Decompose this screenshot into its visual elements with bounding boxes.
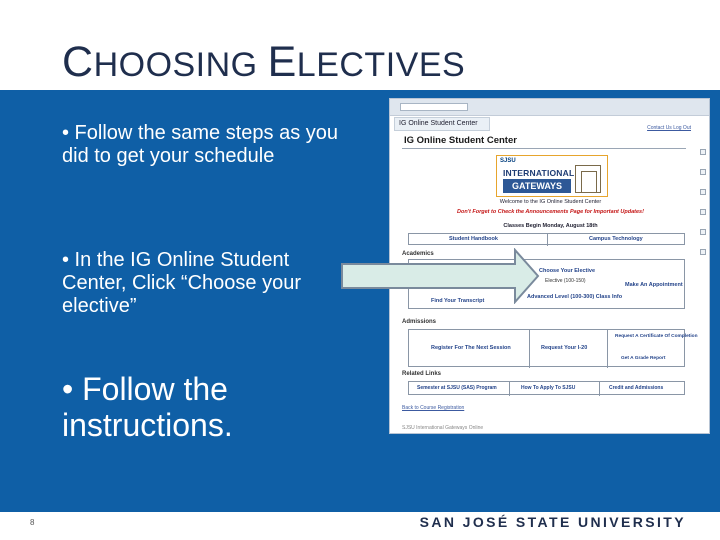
- quick-links-row: [408, 233, 685, 245]
- sas-program-link[interactable]: Semester at SJSU (SAS) Program: [417, 385, 497, 391]
- gateways-logo: [496, 155, 608, 197]
- find-transcript-link[interactable]: Find Your Transcript: [431, 298, 485, 304]
- request-i20-link[interactable]: Request Your I-20: [541, 345, 588, 351]
- bullet-1: • Follow the same steps as you did to get your schedule: [62, 122, 339, 167]
- admissions-label: Admissions: [402, 319, 437, 325]
- toolbar-icon: [700, 229, 706, 235]
- student-handbook-link[interactable]: Student Handbook: [449, 236, 498, 242]
- bullet-3: • Follow the instructions.: [62, 371, 233, 443]
- divider: [599, 382, 600, 396]
- apply-sjsu-link[interactable]: How To Apply To SJSU: [521, 385, 576, 391]
- page-heading: IG Online Student Center: [404, 135, 517, 146]
- title-rest-2: LECTIVES: [296, 46, 466, 84]
- toolbar-icon: [700, 169, 706, 175]
- page-number: 8: [30, 518, 35, 527]
- browser-tab: IG Online Student Center: [394, 117, 490, 131]
- course-registration-link[interactable]: Back to Course Registration: [402, 405, 465, 411]
- welcome-text: Welcome to the IG Online Student Center: [499, 199, 602, 205]
- gate-icon: [575, 165, 601, 193]
- admissions-box: [408, 329, 698, 367]
- advanced-class-info-link[interactable]: Advanced Level (100-300) Class Info: [527, 294, 623, 300]
- heading-divider: [402, 148, 686, 149]
- logo-gateways: GATEWAYS: [503, 179, 571, 193]
- divider: [529, 330, 530, 368]
- toolbar-icon: [700, 189, 706, 195]
- classes-begin: Classes Begin Monday, August 18th: [503, 223, 598, 229]
- register-next-session-link[interactable]: Register For The Next Session: [431, 345, 511, 351]
- title-initial-2: E: [267, 38, 297, 86]
- screenshot-footer: SJSU International Gateways Online: [402, 425, 484, 431]
- elective-range: Elective (100-150): [545, 278, 586, 284]
- announcement-notice[interactable]: Don't Forget to Check the Announcements Page for Important Updates!: [457, 209, 644, 215]
- address-bar: [400, 103, 468, 111]
- request-certificate-link[interactable]: Request A Certificate Of Completion: [615, 334, 698, 339]
- divider: [509, 382, 510, 396]
- logo-international: INTERNATIONAL: [503, 168, 575, 178]
- academics-label: Academics: [402, 251, 434, 257]
- related-links-label: Related Links: [402, 371, 442, 377]
- make-appointment-link[interactable]: Make An Appointment: [625, 282, 683, 288]
- credit-admissions-link[interactable]: Credit and Admissions: [609, 385, 664, 391]
- university-wordmark: SAN JOSÉ STATE UNIVERSITY: [419, 514, 686, 530]
- choose-elective-link[interactable]: Choose Your Elective: [539, 268, 596, 274]
- related-links-box: [408, 381, 685, 395]
- title-initial-1: C: [62, 38, 94, 86]
- toolbar-icon: [700, 149, 706, 155]
- top-links: Contact Us Log Out: [647, 125, 691, 131]
- browser-chrome: [390, 99, 709, 116]
- right-arrow-icon: [340, 248, 540, 304]
- campus-technology-link[interactable]: Campus Technology: [589, 236, 643, 242]
- grade-report-link[interactable]: Get A Grade Report: [621, 356, 666, 361]
- bullet-2: • In the IG Online Student Center, Click “Choose your elective”: [62, 249, 301, 317]
- slide-title: [62, 38, 465, 87]
- top-bar: [0, 0, 720, 14]
- title-rest-1: HOOSING: [93, 46, 268, 84]
- toolbar-icon: [700, 249, 706, 255]
- divider: [547, 234, 548, 246]
- logo-sjsu: SJSU: [500, 158, 516, 164]
- divider: [607, 330, 608, 368]
